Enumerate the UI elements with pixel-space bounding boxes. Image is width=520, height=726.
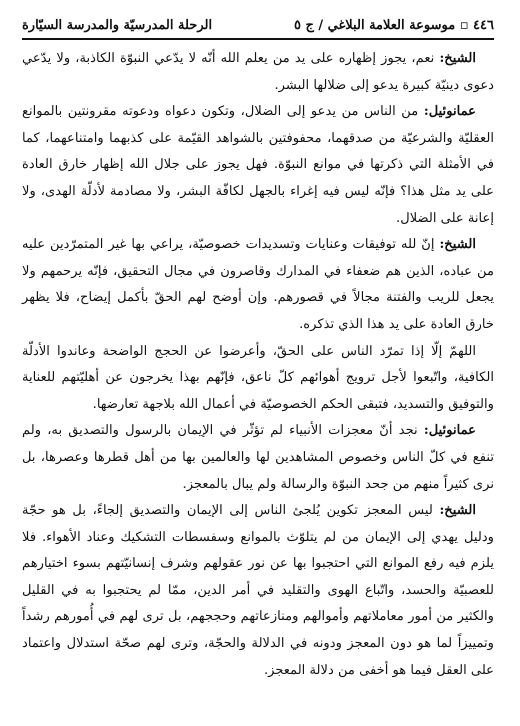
paragraph-4 [22, 339, 494, 419]
page-info [294, 18, 494, 33]
paragraph-text: نعم، يجوز إظهاره على يد من يعلم الله أنّه لا يدّعي النبوّة الكاذبة، ولا يدّعي دعوى دينيّة كبيرة يدعو إلى ضلالها البشر. [22, 51, 494, 93]
page-number: ٤٤٦ [473, 17, 494, 33]
paragraph-text: اللهمّ إلّا إذا تمرّد الناس على الحقّ، وأعرضوا عن الحجج الواضحة وعاندوا الأدلّة الكافية، واتّبعوا لأجل ترويج أهوائهم كلّ ناعق، فإنّهم بهذا يخرجون عن أهليّتهم للعناية والتوفيق والتسديد، فتبقى الحكم الخصوصيّة في أعمال الله بلاجهة تعارضها. [22, 343, 494, 412]
speaker-label: الشيخ: [439, 503, 476, 519]
series-title: موسوعة العلامة البلاغي / ج ٥ [293, 17, 456, 33]
speaker-label: عمانوئيل: [423, 423, 476, 439]
speaker-label: الشيخ: [439, 237, 476, 253]
header-separator-glyph: ▫ [455, 17, 469, 33]
paragraph-5 [22, 418, 494, 498]
paragraph-2 [22, 99, 494, 232]
header-rule [22, 38, 494, 40]
paragraph-text: نجد أنّ معجزات الأنبياء لم تؤثّر في الإيمان بالرسول والتصديق به، ولم تنفع في كلّ الناس وخصوص المشاهدين لها والعالمين بها من أهل قطرها وعصرها، بل نرى كثيراً منهم من جحد النبوّة والرسالة ولم يبال بالمعجز. [22, 423, 494, 492]
chapter-title: الرحلة المدرسيّة والمدرسة السيّارة [22, 17, 213, 33]
speaker-label: الشيخ: [439, 51, 476, 66]
paragraph-text: إنّ لله توفيقات وعنايات وتسديدات خصوصيّة، يراعي بها غير المتمرّدين عليه من عباده، الذين هم ضعفاء في المدارك وقاصرون في مجال التحقيق، فإنّه يرحمهم ولا يجعل للريب والفتنة مجالاً في قصورهم. وإن أوضح لهم الحقّ بأكمل إيضاح، فلا يظهر خارق العادة على يد هذا الذي تذكره. [22, 237, 494, 332]
running-header [22, 10, 494, 40]
paragraph-1 [22, 46, 494, 99]
paragraph-text: من الناس من يدعو إلى الضلال، وتكون دعواه ودعوته مقرونتين بالموانع العقليّة والشرعيّة من صدقهما، محفوفتين بالشواهد القيّمة على كذبهما وامتناعهما، كما في الأمثلة التي ذكرتها في موانع النبوّة. فهل يجوز على جلال الله إظهار خارق العادة على يد مثل هذا؟ فإنّه ليس فيه إغراء بالجهل لكافّة البشر، ولا مصادمة لأدلّة الهدى، ولا إعانة على الضلال. [22, 104, 494, 226]
page-body [22, 46, 494, 684]
paragraph-6 [22, 498, 494, 684]
paragraph-3 [22, 232, 494, 338]
speaker-label: عمانوئيل: [423, 104, 476, 120]
paragraph-text: ليس المعجز تكوين يُلجئ الناس إلى الإيمان والتصديق إلجاءً، بل هو حجّة ودليل يهدي إلى الإيمان من لم يتلوّث بالموانع وسفسطات التشكيك وعناد الأهواء. فلا يلزم فيه رفع الموانع التي احتجبوا بها عن نور عقولهم وشرف إنسانيّتهم بسوء اختيارهم للعصبيّة والحسد، واتّباع الهوى والتقليد في أمر الدين، ممّا لم يحتجبوا به في القليل والكثير من أمور معاملاتهم وأموالهم ومنازعاتهم وحججهم، بل ترى لهم في أُمورهم رشداً وتمييزاً لما هو دون المعجز ودونه في الدلالة والحجّة، وترى لهم صحّة استدلال واعتماد على العقل فيما هو أخفى من دلالة المعجز. [22, 503, 494, 678]
